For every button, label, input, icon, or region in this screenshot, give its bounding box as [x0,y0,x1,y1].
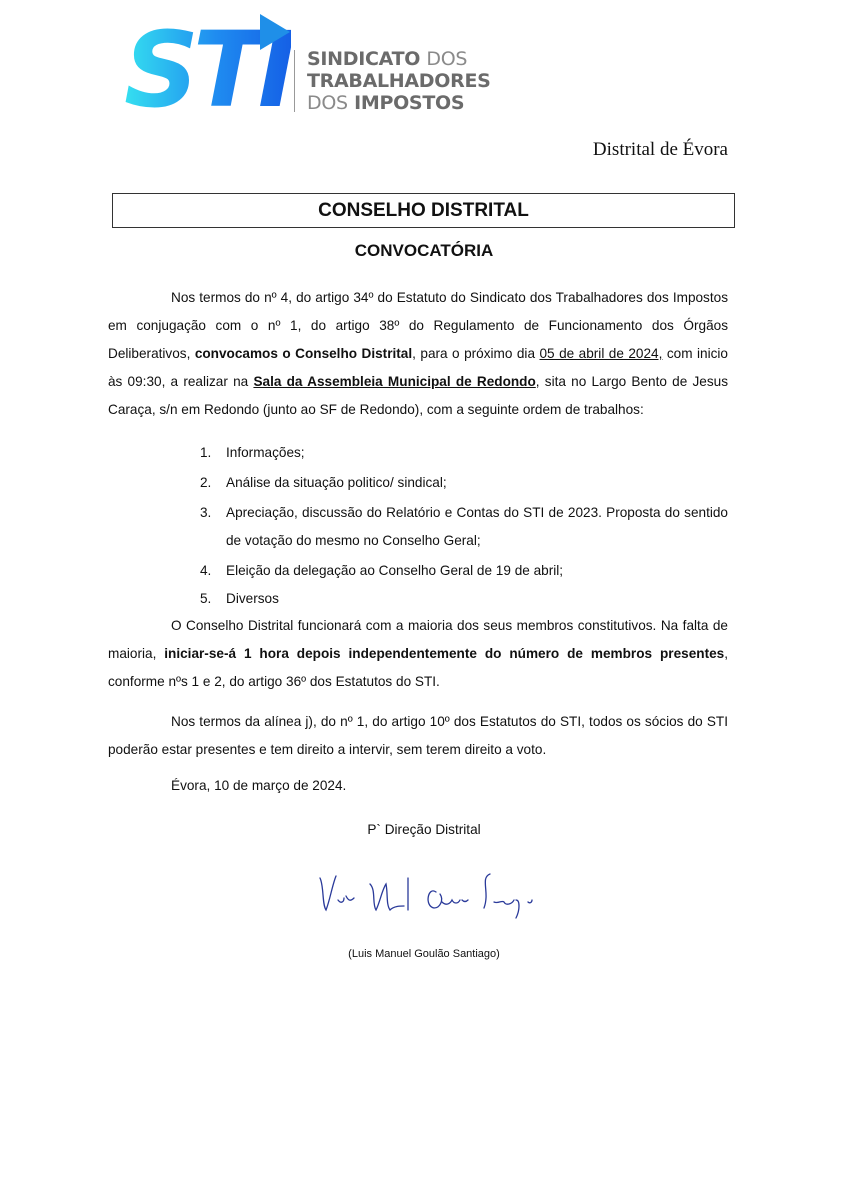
agenda-item: 1. Informações; [200,445,305,460]
agenda-item: 5. Diversos [200,591,279,606]
signatory-name: (Luis Manuel Goulão Santiago) [348,948,500,960]
document-title: CONSELHO DISTRITAL [112,193,735,228]
agenda-list [108,439,728,613]
paragraph-quorum: O Conselho Distrital funcionará com a maioria dos seus membros constitutivos. Na falta de maioria, iniciar-se-á 1 hora depois independentemente do número de membros presentes, conforme nºs 1 e 2, do artigo 36º dos Estatutos do STI. [108,618,728,689]
district-heading: Distrital de Évora [592,139,728,160]
signed-by: P` Direção Distrital [367,822,481,837]
agenda-item: 2. Análise da situação politico/ sindical; [200,475,447,490]
paragraph-members: Nos termos da alínea j), do nº 1, do artigo 10º dos Estatutos do STI, todos os sócios do STI poderão estar presentes e tem direito a intervir, sem terem direito a voto. [108,714,728,757]
handwritten-signature [312,866,542,926]
agenda-item: 4. Eleição da delegação ao Conselho Geral de 19 de abril; [200,563,564,578]
document-subtitle: CONVOCATÓRIA [354,241,494,260]
sti-logo: STI SINDICATO DOS TRABALHADORES DOS IMPOSTOS [124,9,491,131]
place-date: Évora, 10 de março de 2024. [171,778,347,793]
play-triangle-icon [260,14,290,50]
agenda-item: 3. Apreciação, discussão do Relatório e Contas do STI de 2023. Proposta do sentido de votação do mesmo no Conselho Geral; [200,505,728,548]
paragraph-convocation: Nos termos do nº 4, do artigo 34º do Estatuto do Sindicato dos Trabalhadores dos Impostos em conjugação com o nº 1, do artigo 38º do Regulamento de Funcionamento dos Órgãos Deliberativos, convocamos o Conselho Distrital, para o próximo dia 05 de abril de 2024, com inicio às 09:30, a realizar na Sala da Assembleia Municipal de Redondo, sita no Largo Bento de Jesus Caraça, s/n em Redondo (junto ao SF de Redondo), com a seguinte ordem de trabalhos: [108,290,728,417]
